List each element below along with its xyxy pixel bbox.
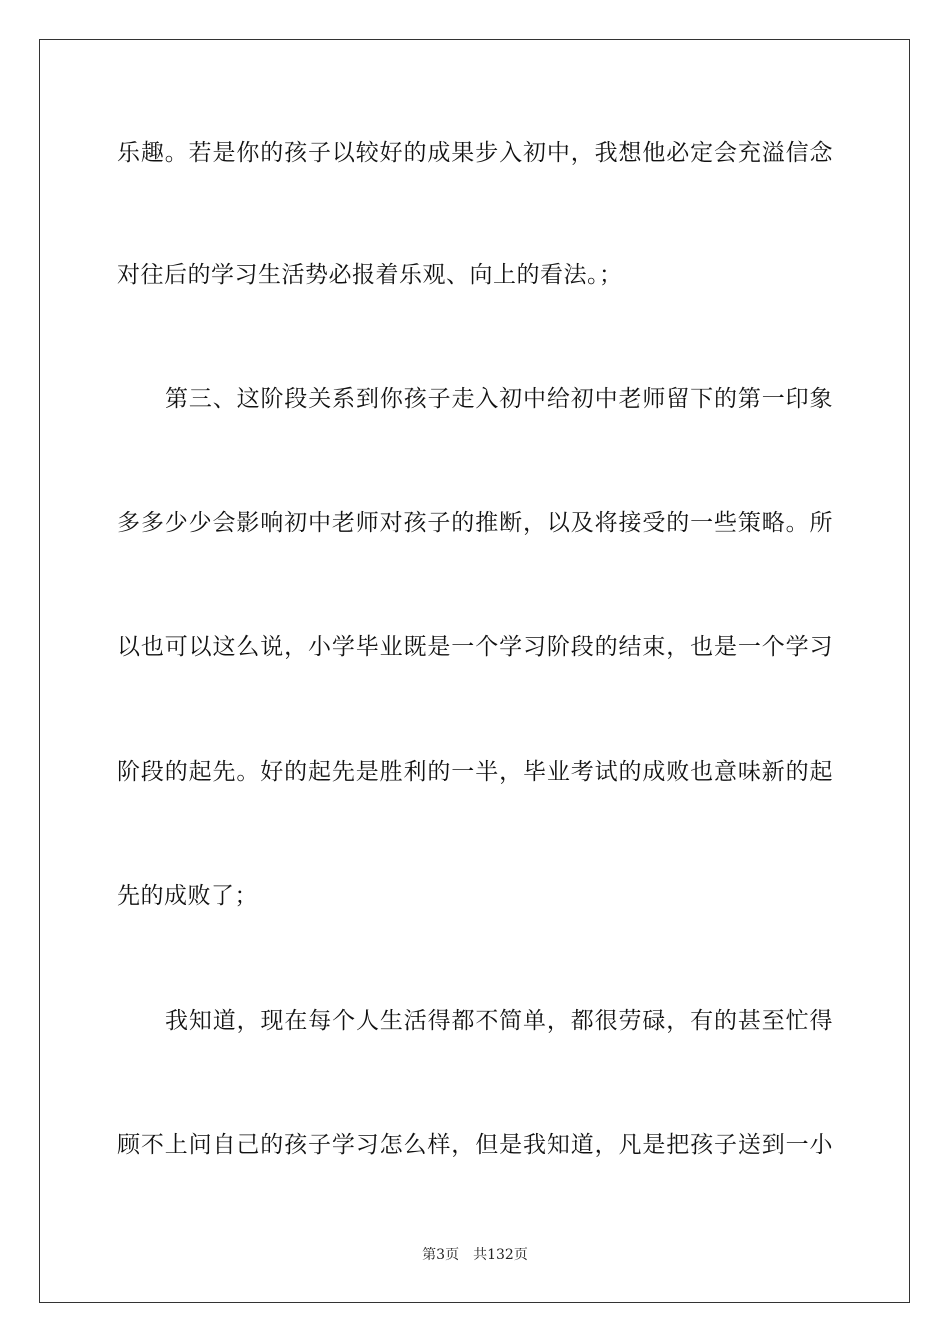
text-line-8: 我知道，现在每个人生活得都不简单，都很劳碌，有的甚至忙得 (165, 1008, 833, 1034)
text-line-7: 先的成败了； (117, 883, 258, 909)
text-line-9: 顾不上问自己的孩子学习怎么样，但是我知道，凡是把孩子送到一小 (117, 1132, 833, 1158)
page-number: 第3页 (422, 1247, 460, 1263)
text-line-2: 对往后的学习生活势必报着乐观、向上的看法。； (117, 262, 623, 288)
text-line-4: 多多少少会影响初中老师对孩子的推断，以及将接受的一些策略。所 (117, 510, 833, 536)
text-line-6: 阶段的起先。好的起先是胜利的一半，毕业考试的成败也意味新的起 (117, 759, 833, 785)
total-pages: 共132页 (473, 1247, 528, 1263)
text-line-5: 以也可以这么说，小学毕业既是一个学习阶段的结束，也是一个学习 (117, 634, 833, 660)
text-line-3: 第三、这阶段关系到你孩子走入初中给初中老师留下的第一印象 (165, 386, 833, 412)
text-line-1: 乐趣。若是你的孩子以较好的成果步入初中，我想他必定会充溢信念 (117, 140, 833, 166)
page-border (39, 39, 910, 1303)
page-footer (0, 1246, 950, 1264)
